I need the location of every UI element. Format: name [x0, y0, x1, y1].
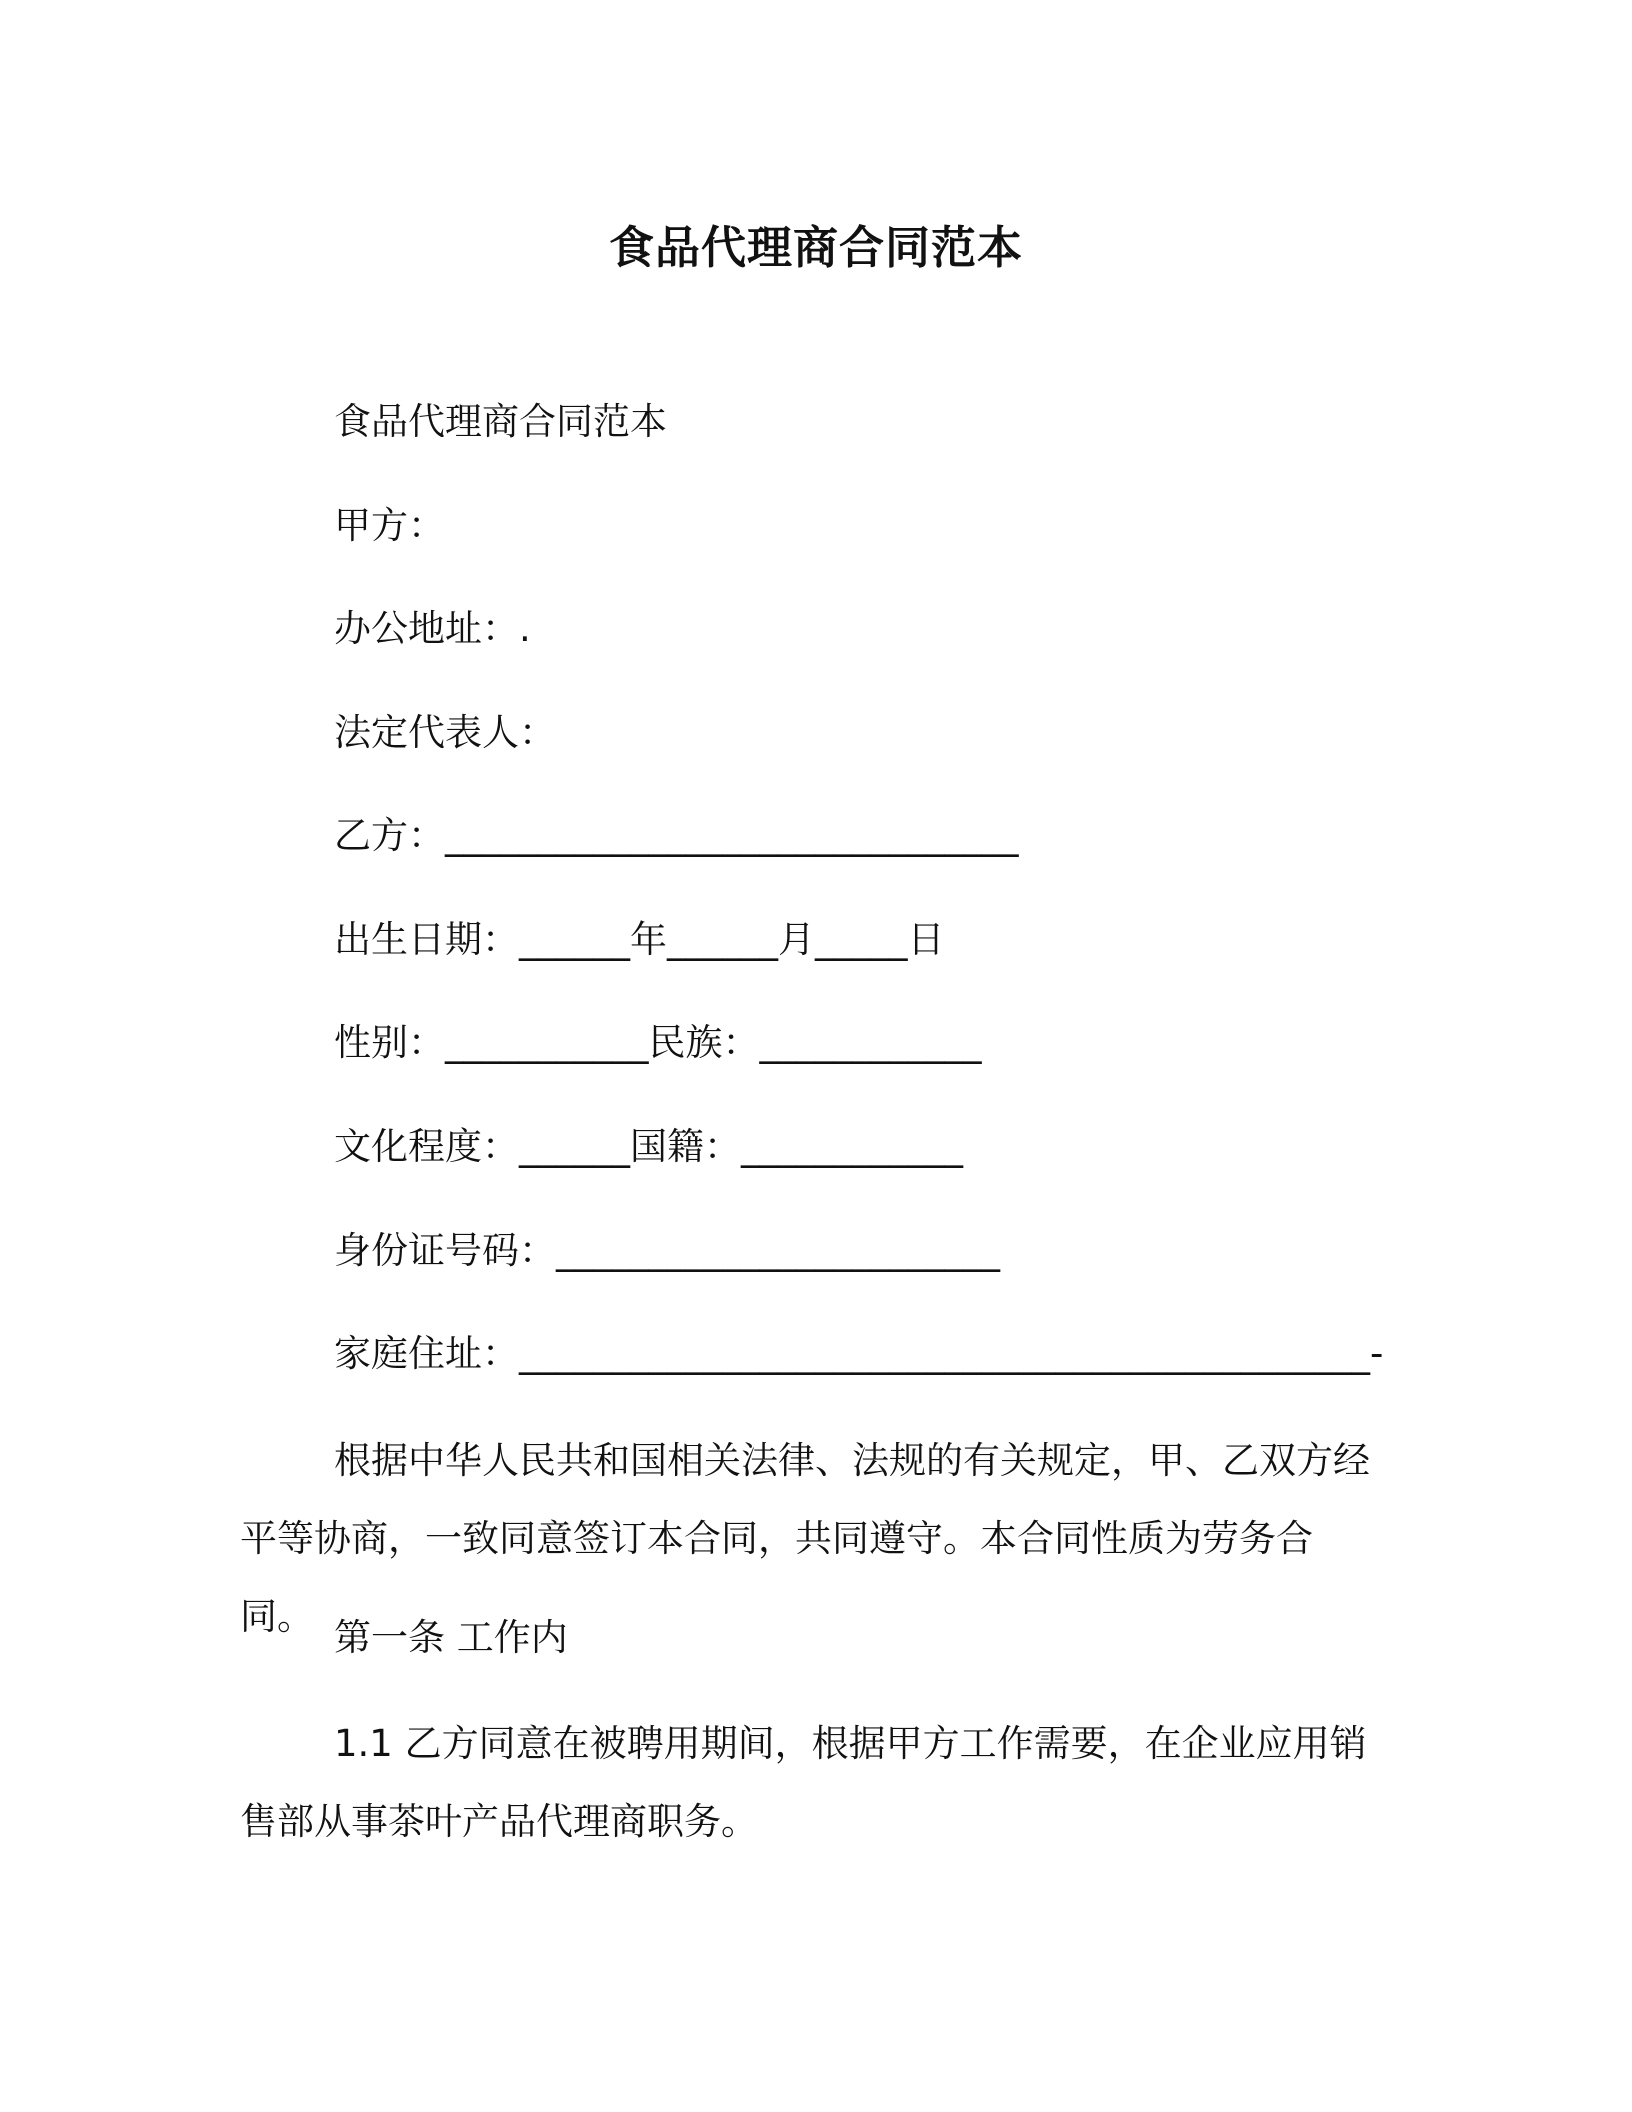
education-nationality-line: 文化程度：______国籍：____________ [334, 1125, 963, 1168]
subtitle: 食品代理商合同范本 [334, 400, 667, 443]
home-address-line: 家庭住址：______________________________________________- [334, 1332, 1384, 1375]
id-number-line: 身份证号码：________________________ [334, 1229, 1000, 1272]
party-a-line: 甲方： [334, 504, 445, 547]
legal-representative-line: 法定代表人： [334, 711, 556, 754]
preamble-paragraph: 根据中华人民共和国相关法律、法规的有关规定，甲、乙双方经平等协商，一致同意签订本合同，共同遵守。本合同性质为劳务合同。 [240, 1439, 1370, 1638]
article-1-heading: 第一条 工作内 [334, 1616, 568, 1659]
document-title: 食品代理商合同范本 [608, 221, 1023, 274]
gender-ethnicity-line: 性别：___________民族：____________ [334, 1021, 982, 1064]
party-b-line: 乙方：_______________________________ [334, 814, 1019, 857]
office-address-line: 办公地址：. [334, 607, 531, 650]
clause-1-1-paragraph: 1.1 乙方同意在被聘用期间，根据甲方工作需要，在企业应用销售部从事茶叶产品代理商职务。 [240, 1722, 1367, 1843]
birth-date-line: 出生日期：______年______月_____日 [334, 918, 945, 961]
